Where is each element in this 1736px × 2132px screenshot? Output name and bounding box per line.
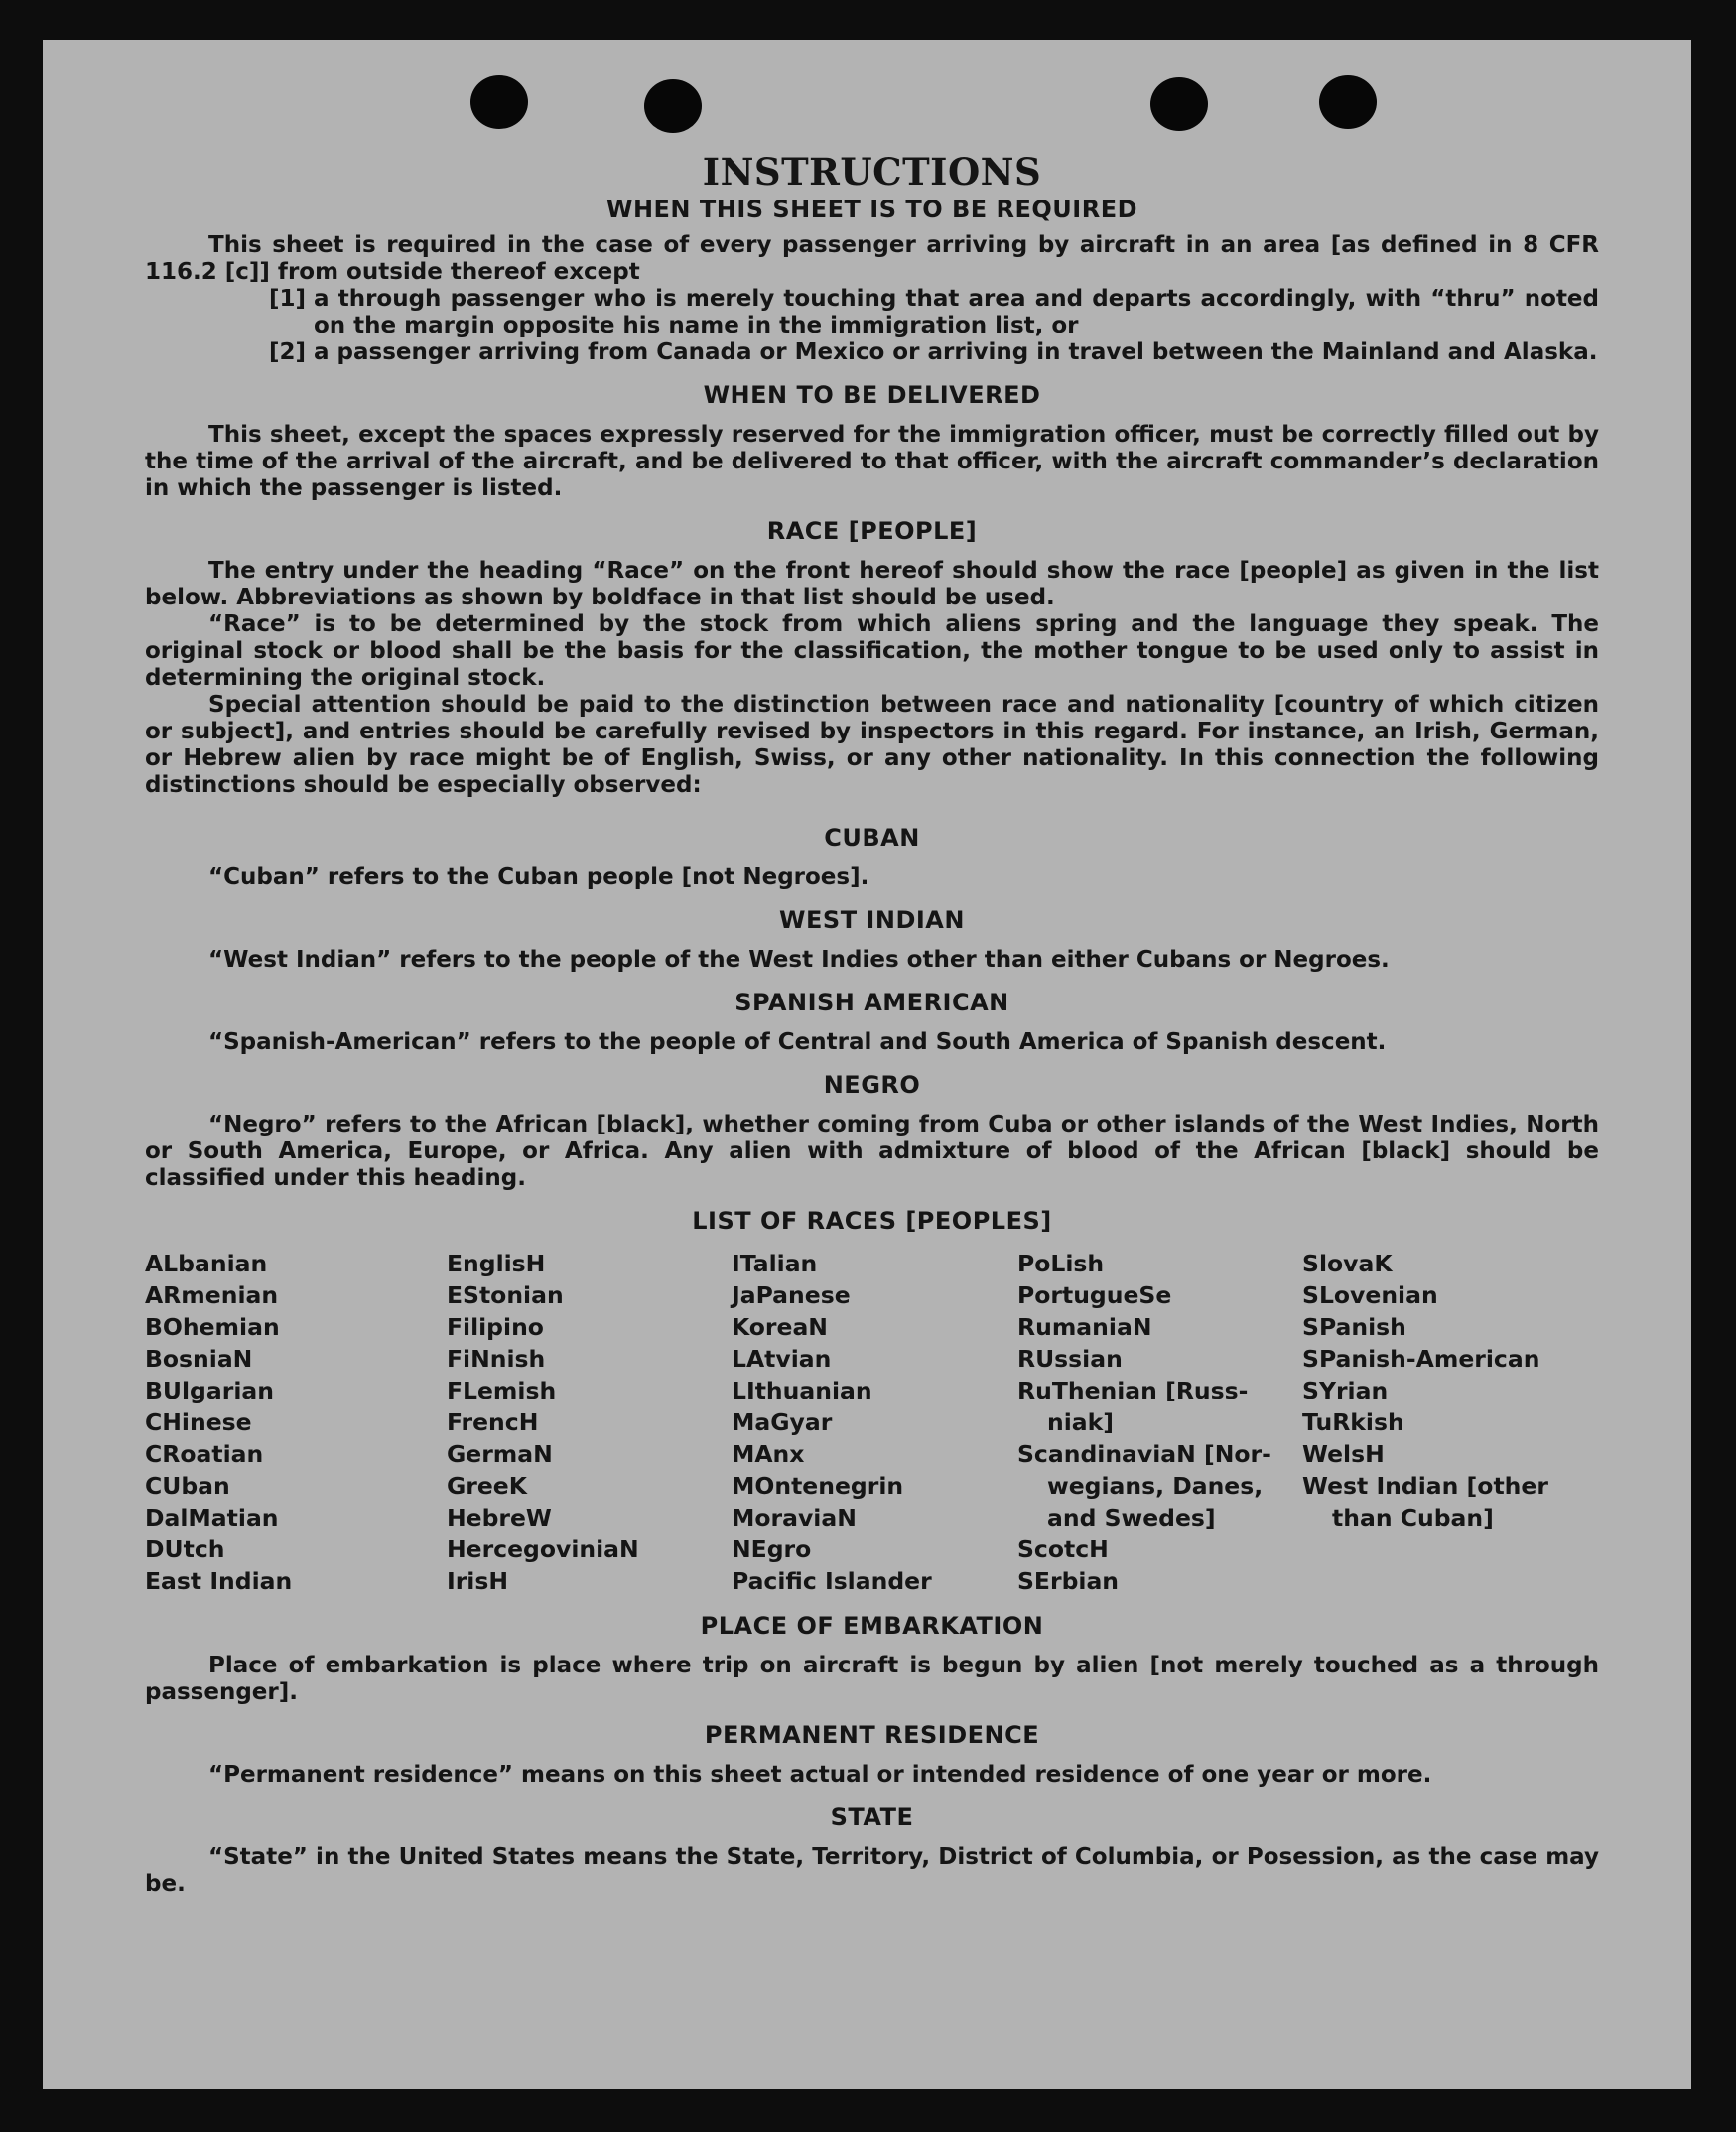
race-item: EnglisH — [446, 1250, 546, 1277]
paragraph: “Cuban” refers to the Cuban people [not Negroes]. — [208, 865, 869, 890]
race-item: CRoatian — [145, 1440, 264, 1468]
paragraph: “State” in the United States means the State, Territory, District of Columbia, or Posession, as the case may be. — [145, 1844, 1599, 1897]
section-heading: PLACE OF EMBARKATION — [700, 1612, 1044, 1640]
document-title: INSTRUCTIONS — [702, 150, 1042, 194]
list-item — [145, 339, 1599, 366]
race-column — [1302, 1248, 1599, 1597]
section-race — [145, 516, 1599, 799]
punch-hole — [470, 75, 528, 129]
section-heading: WHEN THIS SHEET IS TO BE REQUIRED — [605, 196, 1138, 223]
race-item: BOhemian — [145, 1313, 280, 1341]
race-item: Filipino — [446, 1313, 544, 1341]
race-item: SErbian — [1017, 1567, 1120, 1595]
section-heading: STATE — [830, 1803, 914, 1831]
race-item: RuThenian [Russ- — [1017, 1377, 1249, 1404]
race-item: MAnx — [731, 1440, 805, 1468]
paragraph: This sheet is required in the case of every passenger arriving by aircraft in an area [as defined in 8 CFR 116.2 [c]] from outside thereof except — [145, 232, 1599, 285]
race-item: SPanish — [1302, 1313, 1406, 1341]
race-item: HercegoviniaN — [446, 1535, 639, 1563]
race-item: ITalian — [731, 1250, 818, 1277]
section-list-of-races — [145, 1206, 1599, 1597]
race-item: SPanish-American — [1302, 1345, 1540, 1373]
race-item: PoLish — [1017, 1250, 1105, 1277]
race-item: and Swedes] — [1047, 1504, 1216, 1532]
race-item: East Indian — [145, 1567, 293, 1595]
race-item: BUlgarian — [145, 1377, 274, 1404]
section-heading: PERMANENT RESIDENCE — [704, 1721, 1040, 1749]
race-item: GermaN — [446, 1440, 553, 1468]
paragraph: “Race” is to be determined by the stock from which aliens spring and the language they speak. The original stock or blood shall be the basis for the classification, the mother tongue to be used only to assist in determining the original stock. — [145, 611, 1599, 691]
paragraph: “Negro” refers to the African [black], whether coming from Cuba or other islands of the West Indies, North or South America, Europe, or Africa. Any alien with admixture of blood of the African [black] should be classified under this heading. — [145, 1112, 1599, 1191]
race-column — [145, 1248, 447, 1597]
section-permanent-residence — [145, 1720, 1599, 1789]
race-item: niak] — [1047, 1408, 1115, 1436]
section-heading: WEST INDIAN — [779, 906, 965, 934]
section-heading: CUBAN — [824, 824, 920, 852]
section-negro — [145, 1070, 1599, 1192]
race-item: ScandinaviaN [Nor- — [1017, 1440, 1271, 1468]
punch-hole — [1150, 77, 1208, 131]
race-item: FiNnish — [446, 1345, 546, 1373]
section-heading: NEGRO — [823, 1071, 921, 1099]
race-item: LIthuanian — [731, 1377, 872, 1404]
race-item: Pacific Islander — [731, 1567, 932, 1595]
paragraph: “Spanish-American” refers to the people of Central and South America of Spanish descent. — [208, 1029, 1387, 1055]
race-list — [145, 1248, 1599, 1597]
paragraph: Place of embarkation is place where trip on aircraft is begun by alien [not merely touched as a through passenger]. — [145, 1653, 1599, 1705]
section-heading: LIST OF RACES [PEOPLES] — [692, 1207, 1052, 1235]
race-item: SLovenian — [1302, 1281, 1438, 1309]
race-item: IrisH — [446, 1567, 509, 1595]
race-item: EStonian — [446, 1281, 564, 1309]
race-item: WelsH — [1302, 1440, 1385, 1468]
list-item-text: a through passenger who is merely touching that area and departs accordingly, with “thru” noted on the margin opposite his name in the immigration list, or — [314, 286, 1599, 338]
paragraph: Special attention should be paid to the distinction between race and nationality [country of which citizen or subject], and entries should be carefully revised by inspectors in this regard. For instance, an Irish, German, or Hebrew alien by race might be of English, Swiss, or any other nationality. In this connection the following distinctions should be especially observed: — [145, 692, 1599, 798]
race-item: ScotcH — [1017, 1535, 1109, 1563]
race-item: MOntenegrin — [731, 1472, 904, 1500]
race-item: NEgro — [731, 1535, 812, 1563]
race-item: MaGyar — [731, 1408, 833, 1436]
paragraph: The entry under the heading “Race” on the front hereof should show the race [people] as given in the list below. Abbreviations as shown by boldface in that list should be used. — [145, 558, 1599, 610]
race-column — [447, 1248, 732, 1597]
section-state — [145, 1802, 1599, 1898]
paragraph: This sheet, except the spaces expressly reserved for the immigration officer, must be correctly filled out by the time of the arrival of the aircraft, and be delivered to that officer, with the aircraft commander’s declaration in which the passenger is listed. — [145, 422, 1599, 501]
race-item: CUban — [145, 1472, 230, 1500]
race-item: JaPanese — [731, 1281, 851, 1309]
race-item: TuRkish — [1302, 1408, 1404, 1436]
section-cuban — [145, 823, 1599, 891]
race-item: wegians, Danes, — [1047, 1472, 1264, 1500]
race-item: CHinese — [145, 1408, 252, 1436]
race-item: RumaniaN — [1017, 1313, 1152, 1341]
race-item: West Indian [other — [1302, 1472, 1548, 1500]
list-item-number: [2] — [269, 339, 307, 365]
punch-hole — [1319, 75, 1377, 129]
section-heading: WHEN TO BE DELIVERED — [703, 381, 1041, 409]
race-item: DalMatian — [145, 1504, 279, 1532]
race-item: HebreW — [446, 1504, 552, 1532]
list-item — [145, 286, 1599, 339]
section-west-indian — [145, 905, 1599, 974]
section-heading: SPANISH AMERICAN — [734, 989, 1009, 1016]
race-item: than Cuban] — [1332, 1504, 1494, 1532]
race-item: BosniaN — [145, 1345, 253, 1373]
paragraph: “West Indian” refers to the people of the West Indies other than either Cubans or Negroes. — [208, 947, 1390, 973]
document-sheet — [43, 40, 1691, 2089]
race-column — [1017, 1248, 1302, 1597]
section-when-delivered — [145, 380, 1599, 502]
section-embarkation — [145, 1611, 1599, 1706]
section-spanish-american — [145, 988, 1599, 1056]
list-item-text: a passenger arriving from Canada or Mexico or arriving in travel between the Mainland and Alaska. — [314, 339, 1598, 365]
race-item: GreeK — [446, 1472, 527, 1500]
instructions-content — [145, 149, 1599, 1898]
race-item: LAtvian — [731, 1345, 832, 1373]
race-item: SlovaK — [1302, 1250, 1393, 1277]
race-item: ALbanian — [145, 1250, 268, 1277]
section-when-required — [145, 195, 1599, 366]
race-column — [732, 1248, 1017, 1597]
race-item: SYrian — [1302, 1377, 1389, 1404]
section-heading: RACE [PEOPLE] — [766, 517, 978, 545]
race-item: PortugueSe — [1017, 1281, 1172, 1309]
race-item: ARmenian — [145, 1281, 279, 1309]
punch-hole — [644, 79, 702, 133]
race-item: KoreaN — [731, 1313, 828, 1341]
race-item: MoraviaN — [731, 1504, 857, 1532]
race-item: DUtch — [145, 1535, 225, 1563]
list-item-number: [1] — [269, 286, 307, 312]
race-item: FLemish — [446, 1377, 557, 1404]
race-item: FrencH — [446, 1408, 539, 1436]
race-item: RUssian — [1017, 1345, 1123, 1373]
paragraph: “Permanent residence” means on this sheet actual or intended residence of one year or more. — [208, 1762, 1432, 1788]
